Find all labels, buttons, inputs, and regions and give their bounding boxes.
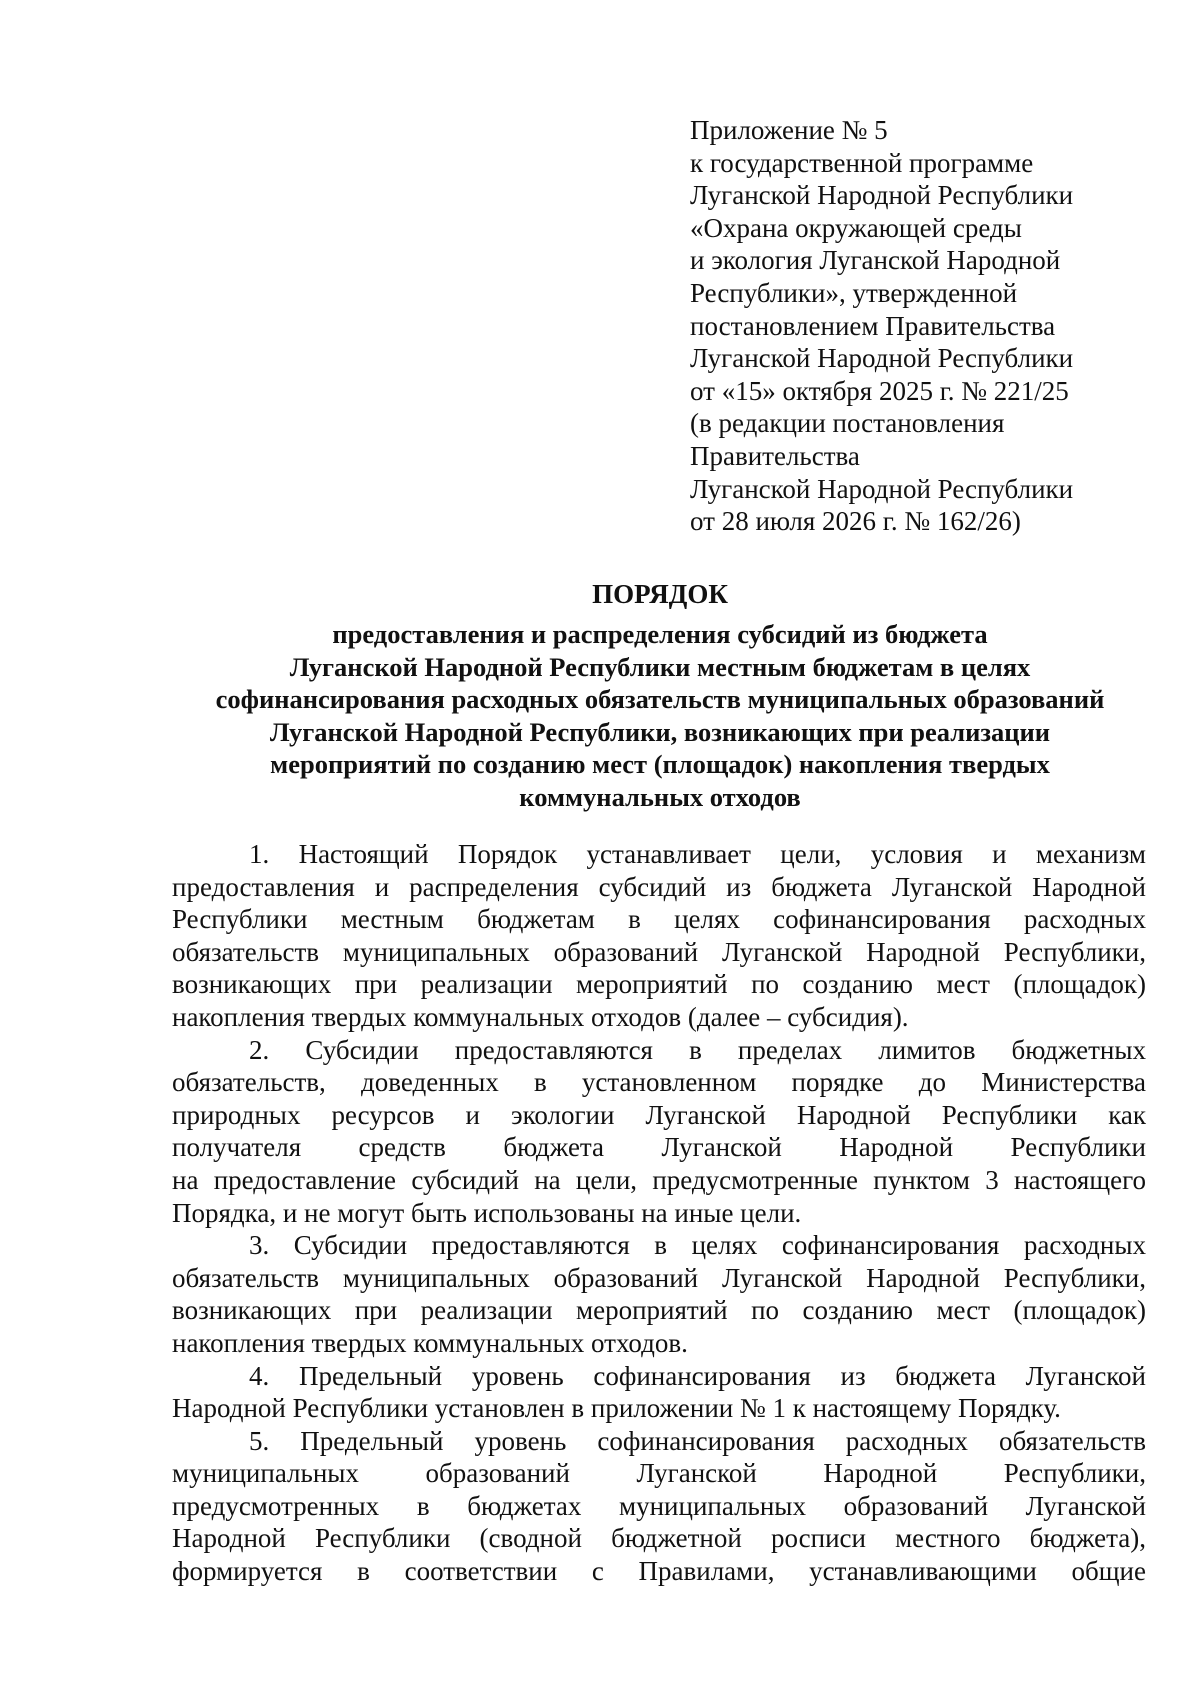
paragraph-line: обязательств муниципальных образований Луганской Народной Республики,: [172, 1262, 1146, 1293]
appendix-line: Луганской Народной Республики: [690, 343, 1074, 374]
document-body: [172, 838, 1146, 1588]
appendix-block: [690, 114, 1160, 538]
paragraph-1: [172, 838, 1146, 1034]
subtitle-line: коммунальных отходов: [519, 781, 801, 812]
paragraph-line: 3. Субсидии предоставляются в целях софинансирования расходных: [249, 1230, 1146, 1261]
appendix-line: от 28 июля 2026 г. № 162/26): [690, 506, 1021, 537]
paragraph-line: получателя средств бюджета Луганской Народной Республики: [172, 1132, 1146, 1163]
paragraph-line: возникающих при реализации мероприятий по созданию мест (площадок): [172, 1295, 1146, 1326]
paragraph-line: возникающих при реализации мероприятий по созданию мест (площадок): [172, 969, 1146, 1000]
paragraph-line: обязательств, доведенных в установленном порядке до Министерства: [172, 1067, 1146, 1098]
paragraph-line: на предоставление субсидий на цели, предусмотренные пунктом 3 настоящего: [172, 1164, 1146, 1195]
paragraph-4: [172, 1360, 1146, 1425]
paragraph-line: формируется в соответствии с Правилами, устанавливающими общие: [172, 1556, 1146, 1587]
paragraph-line: 4. Предельный уровень софинансирования из бюджета Луганской: [249, 1360, 1146, 1391]
paragraph-line: накопления твердых коммунальных отходов.: [172, 1327, 688, 1358]
appendix-line: постановлением Правительства: [690, 310, 1056, 341]
paragraph-line: 1. Настоящий Порядок устанавливает цели, условия и механизм: [249, 839, 1146, 869]
paragraph-3: [172, 1229, 1146, 1359]
subtitle-line: мероприятий по созданию мест (площадок) накопления твердых: [270, 749, 1050, 779]
appendix-line: Приложение № 5: [690, 115, 888, 145]
paragraph-line: Народной Республики (сводной бюджетной росписи местного бюджета),: [172, 1523, 1146, 1554]
paragraph-line: Порядка, и не могут быть использованы на иные цели.: [172, 1197, 802, 1228]
paragraph-line: обязательств муниципальных образований Луганской Народной Республики,: [172, 936, 1146, 967]
appendix-line: от «15» октября 2025 г. № 221/25: [690, 375, 1069, 406]
document-title: ПОРЯДОК: [592, 579, 728, 609]
paragraph-line: муниципальных образований Луганской Народной Республики,: [172, 1458, 1146, 1489]
appendix-line: Луганской Народной Республики: [690, 473, 1074, 504]
appendix-line: «Охрана окружающей среды: [690, 212, 1022, 243]
paragraph-line: Республики местным бюджетам в целях софинансирования расходных: [172, 904, 1146, 935]
appendix-line: Республики», утвержденной: [690, 277, 1018, 308]
appendix-line: Луганской Народной Республики: [690, 180, 1074, 211]
paragraph-line: предусмотренных в бюджетах муниципальных образований Луганской: [172, 1490, 1146, 1521]
subtitle-line: предоставления и распределения субсидий из бюджета: [332, 619, 988, 649]
paragraph-line: Народной Республики установлен в приложении № 1 к настоящему Порядку.: [172, 1393, 1061, 1424]
appendix-line: к государственной программе: [690, 147, 1034, 178]
appendix-line: Правительства: [690, 440, 860, 471]
paragraph-5: [172, 1425, 1146, 1588]
paragraph-line: предоставления и распределения субсидий из бюджета Луганской Народной: [172, 871, 1146, 902]
paragraph-line: 2. Субсидии предоставляются в пределах лимитов бюджетных: [249, 1034, 1146, 1065]
appendix-line: и экология Луганской Народной: [690, 245, 1061, 276]
paragraph-2: [172, 1034, 1146, 1230]
paragraph-line: 5. Предельный уровень софинансирования расходных обязательств: [249, 1425, 1146, 1456]
subtitle-line: софинансирования расходных обязательств муниципальных образований: [215, 684, 1105, 714]
document-subtitle: [160, 618, 1160, 813]
subtitle-line: Луганской Народной Республики местным бюджетам в целях: [289, 651, 1031, 682]
subtitle-line: Луганской Народной Республики, возникающих при реализации: [269, 716, 1051, 747]
appendix-line: (в редакции постановления: [690, 408, 1005, 439]
paragraph-line: накопления твердых коммунальных отходов (далее – субсидия).: [172, 1001, 909, 1032]
paragraph-line: природных ресурсов и экологии Луганской Народной Республики как: [172, 1099, 1146, 1130]
